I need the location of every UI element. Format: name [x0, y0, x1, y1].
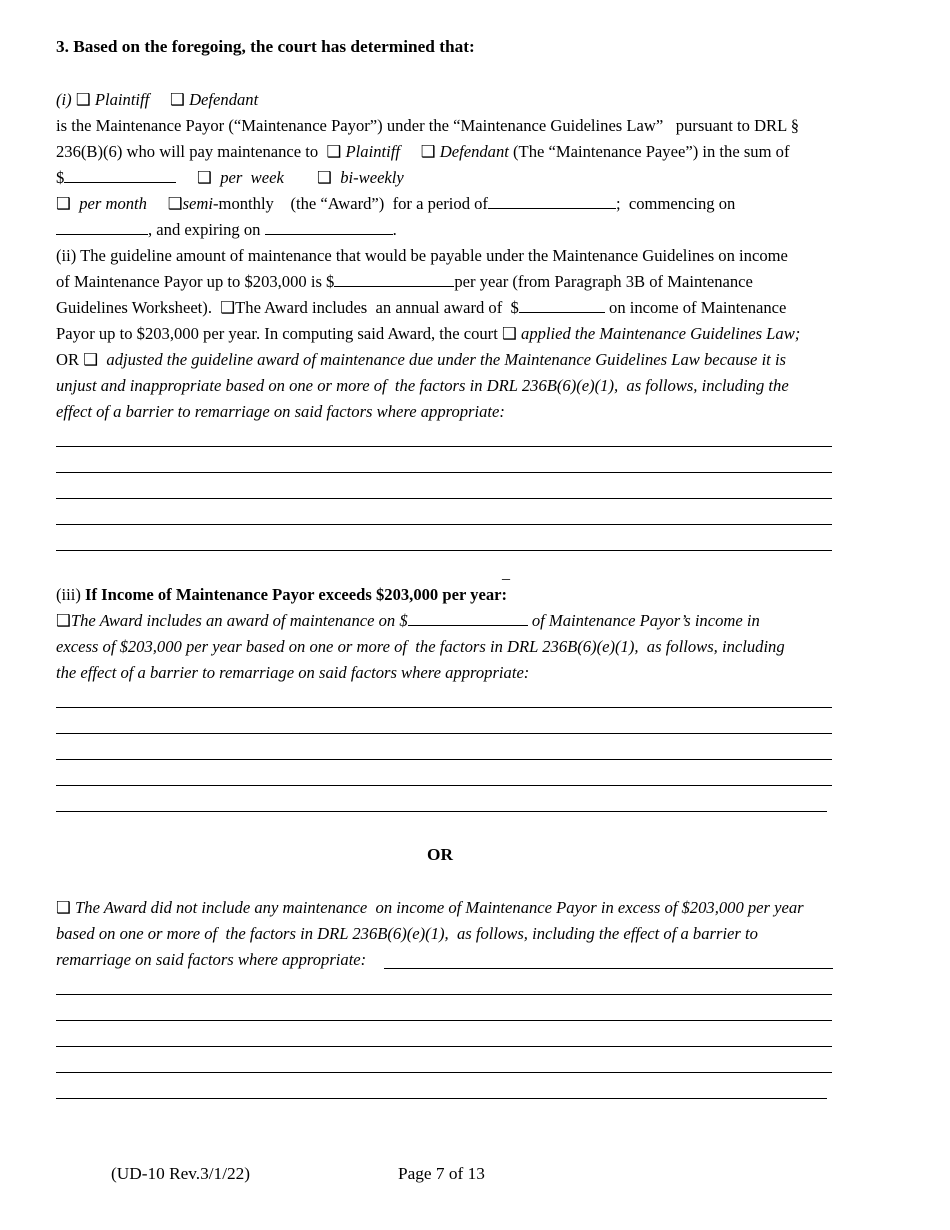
- semi-label: semi: [182, 194, 214, 213]
- adjusted-award-checkbox[interactable]: ❑: [83, 350, 99, 369]
- guideline-amount-field[interactable]: [334, 272, 454, 287]
- explanation-line-alt-4[interactable]: [56, 1072, 832, 1073]
- guideline-line-6: unjust and inappropriate based on one or more of the factors in DRL 236B(6)(e)(1), as follows, including the: [56, 376, 789, 395]
- excess-award-line-3: the effect of a barrier to remarriage on said factors where appropriate:: [56, 663, 530, 682]
- no-excess-award-text: The Award did not include any maintenance on income of Maintenance Payor in excess of $203,000 per year: [75, 898, 804, 917]
- or-text: OR: [56, 350, 80, 369]
- plaintiff-payor-checkbox[interactable]: ❑: [75, 90, 91, 109]
- no-excess-award-line-2: based on one or more of the factors in DRL 236B(6)(e)(1), as follows, including the effect of a barrier to: [56, 924, 758, 943]
- per-month-label: per month: [79, 194, 147, 213]
- explanation-line-ii-2[interactable]: [56, 472, 832, 473]
- excess-award-line-1: [56, 611, 760, 631]
- expiring-text: , and expiring on: [148, 220, 261, 239]
- computing-text: Payor up to $203,000 per year. In computing said Award, the court: [56, 324, 498, 343]
- defendant-payor-checkbox[interactable]: ❑: [170, 90, 185, 109]
- excess-award-text: The Award includes an award of maintenance on $: [70, 611, 408, 630]
- item-iii-label: (iii): [56, 585, 81, 604]
- section-heading: 3. Based on the foregoing, the court has determined that:: [56, 37, 475, 56]
- excess-award-checkbox[interactable]: ❑: [56, 611, 71, 630]
- defendant-payee-label: Defendant: [439, 142, 509, 161]
- annual-award-income-text: on income of Maintenance: [609, 298, 787, 317]
- guideline-line-5: [56, 350, 786, 370]
- plaintiff-payee-checkbox[interactable]: ❑: [326, 142, 342, 161]
- form-id: (UD-10 Rev.3/1/22): [111, 1164, 251, 1183]
- annual-award-text: The Award includes an annual award of $: [235, 298, 519, 317]
- explanation-line-ii-3[interactable]: [56, 498, 832, 499]
- explanation-line-iii-3[interactable]: [56, 759, 832, 760]
- per-month-checkbox[interactable]: ❑: [56, 194, 71, 213]
- defendant-payee-checkbox[interactable]: ❑: [420, 142, 436, 161]
- no-excess-award-line-1: [56, 898, 804, 918]
- applied-guidelines-checkbox[interactable]: ❑: [501, 324, 517, 343]
- explanation-line-alt-0[interactable]: [384, 968, 833, 969]
- semi-monthly-checkbox[interactable]: ❑: [167, 194, 183, 213]
- expiring-date-field[interactable]: [265, 220, 393, 235]
- applied-guidelines-label: applied the Maintenance Guidelines Law;: [521, 324, 801, 343]
- guideline-line-4: [56, 324, 800, 344]
- monthly-period-line: [56, 194, 735, 214]
- payor-definition-line: is the Maintenance Payor (“Maintenance Payor”) under the “Maintenance Guidelines Law” pursuant to DRL §: [56, 116, 800, 135]
- explanation-line-iii-1[interactable]: [56, 707, 832, 708]
- plaintiff-payee-label: Plaintiff: [345, 142, 400, 161]
- guideline-line-7: effect of a barrier to remarriage on said factors where appropriate:: [56, 402, 505, 421]
- explanation-line-ii-1[interactable]: [56, 446, 832, 447]
- stray-underscore: _: [502, 565, 510, 582]
- payor-selection-line: [56, 90, 258, 110]
- period-blank-field[interactable]: [488, 194, 616, 209]
- per-week-checkbox[interactable]: ❑: [197, 168, 212, 187]
- excess-income-heading: [56, 585, 507, 605]
- guideline-amount-text: of Maintenance Payor up to $203,000 is $: [56, 272, 335, 291]
- guideline-line-2: [56, 272, 753, 292]
- per-week-label: per week: [220, 168, 284, 187]
- dollar-sign: $: [56, 168, 65, 187]
- explanation-line-alt-2[interactable]: [56, 1020, 832, 1021]
- excess-award-line-2: excess of $203,000 per year based on one or more of the factors in DRL 236B(6)(e)(1), as follows, including: [56, 637, 785, 656]
- sum-blank-field[interactable]: [64, 168, 176, 183]
- or-divider: OR: [427, 845, 453, 864]
- adjusted-award-label: adjusted the guideline award of maintenance due under the Maintenance Guidelines Law because it is: [106, 350, 787, 369]
- guideline-line-1: (ii) The guideline amount of maintenance that would be payable under the Maintenance Guidelines on income: [56, 246, 788, 265]
- commencing-text: ; commencing on: [615, 194, 736, 213]
- amount-frequency-line: [56, 168, 404, 188]
- payee-definition-text: (The “Maintenance Payee”) in the sum of: [513, 142, 790, 161]
- no-excess-award-line-3: remarriage on said factors where appropriate:: [56, 950, 367, 969]
- bi-weekly-label: bi-weekly: [340, 168, 404, 187]
- explanation-line-alt-3[interactable]: [56, 1046, 832, 1047]
- explanation-line-ii-4[interactable]: [56, 524, 832, 525]
- explanation-line-alt-1[interactable]: [56, 994, 832, 995]
- page-number: Page 7 of 13: [398, 1164, 485, 1183]
- explanation-line-ii-5[interactable]: [56, 550, 832, 551]
- monthly-label: -monthly: [213, 194, 274, 213]
- annual-award-field[interactable]: [519, 298, 605, 313]
- commencing-expiring-line: [56, 220, 397, 240]
- explanation-line-iii-4[interactable]: [56, 785, 832, 786]
- commencing-date-field[interactable]: [56, 220, 148, 235]
- period-end: .: [392, 220, 397, 239]
- plaintiff-payor-label: Plaintiff: [94, 90, 150, 109]
- defendant-payor-label: Defendant: [189, 90, 259, 109]
- no-excess-award-checkbox[interactable]: ❑: [56, 898, 71, 917]
- explanation-line-iii-5[interactable]: [56, 811, 827, 812]
- guideline-line-3: [56, 298, 786, 318]
- worksheet-text: Guidelines Worksheet).: [56, 298, 212, 317]
- item-i-label: (i): [56, 90, 72, 109]
- excess-award-income-text: of Maintenance Payor’s income in: [531, 611, 760, 630]
- award-period-text: (the “Award”) for a period of: [290, 194, 488, 213]
- annual-award-checkbox[interactable]: ❑: [220, 298, 236, 317]
- excess-income-title: If Income of Maintenance Payor exceeds $203,000 per year:: [85, 585, 508, 604]
- payee-intro-text: 236(B)(6) who will pay maintenance to: [56, 142, 319, 161]
- explanation-line-iii-2[interactable]: [56, 733, 832, 734]
- bi-weekly-checkbox[interactable]: ❑: [317, 168, 332, 187]
- guideline-per-year-text: per year (from Paragraph 3B of Maintenance: [454, 272, 753, 291]
- payee-selection-line: [56, 142, 789, 162]
- excess-award-field[interactable]: [408, 611, 528, 626]
- explanation-line-alt-5[interactable]: [56, 1098, 827, 1099]
